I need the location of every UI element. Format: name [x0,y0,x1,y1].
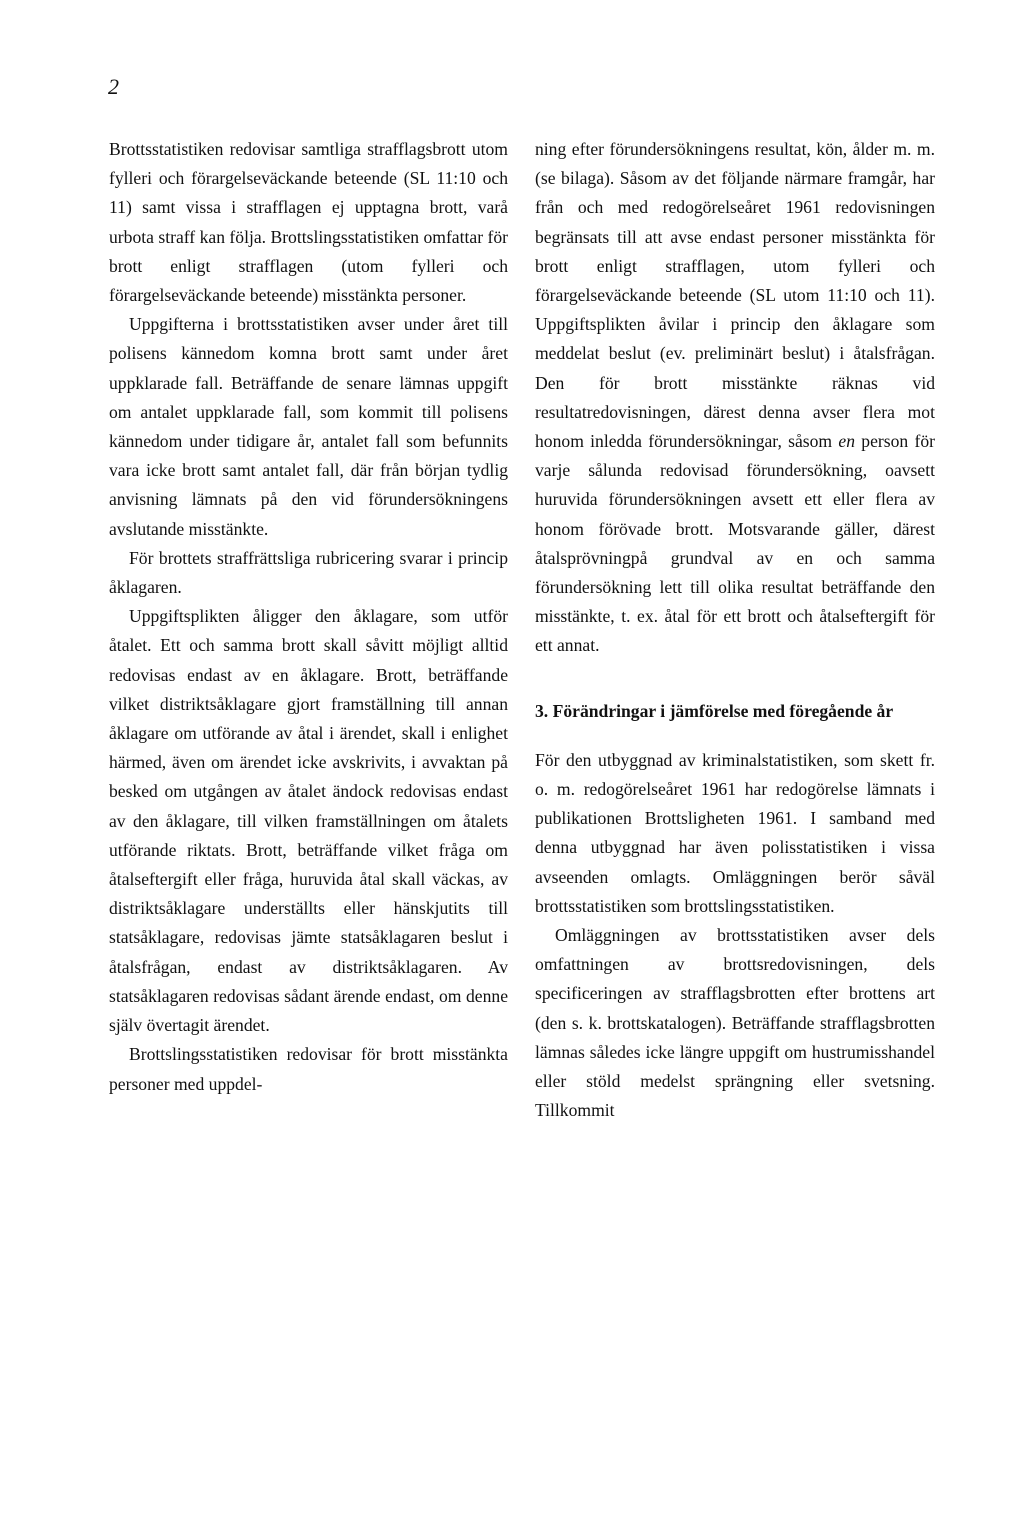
right-paragraph-1-tail: person för varje sålunda redovisad förundersökning, oavsett huruvida förundersökningen avsett ett eller flera av honom förövade brott. Motsvarande gäller, därest åtalsprövningpå grundval av en och samma förundersökning lett till olika resultat beträffande den misstänkte, t. ex. åtal för ett brott och åtalseftergift för ett annat. [535,431,935,656]
left-paragraph-5: Brottslingsstatistiken redovisar för brott misstänkta personer med uppdel- [109,1044,508,1094]
right-column [535,135,935,1126]
left-paragraph-1: Brottsstatistiken redovisar samtliga strafflagsbrott utom fylleri och förargelseväckande beteende (SL 11:10 och 11) samt vissa i strafflagen ej upptagna brott, varå urbota straff kan följa. Brottslingsstatistiken omfattar för brott enligt strafflagen (utom fylleri och förargelseväckande beteende) misstänkta personer. [109,139,508,306]
left-paragraph-4: Uppgiftsplikten åligger den åklagare, som utför åtalet. Ett och samma brott skall såvitt möjligt alltid redovisas endast av en åklagare. Brott, beträffande vilket distriktsåklagare gjort framställning till annan åklagare om utförande av åtal i ärendet, skall i enlighet härmed, även om ärendet icke avskrivits, i avvaktan på besked om utgången av åtalet ändock redovisas endast av den åklagare, till vilken framställningen om åtalets utförande riktats. Brott, beträffande vilket fråga om åtalseftergift eller fråga, huruvida åtal skall väckas, av distriktsåklagare underställts eller hänskjutits till statsåklagare, redovisas jämte statsåklagaren beslut i åtalsfrågan, endast av distriktsåklagaren. Av statsåklagaren redovisas sådant ärende endast, om denne själv övertagit ärendet. [109,606,508,1036]
left-paragraph-3: För brottets straffrättsliga rubricering svarar i princip åklagaren. [109,547,508,598]
left-column [109,135,508,1099]
right-paragraph-2: För den utbyggnad av kriminalstatistiken, som skett fr. o. m. redogörelseåret 1961 har redogörelse lämnats i publikationen Brottsligheten 1961. I samband med denna utbyggnad har även polisstatistiken i vissa avseenden omlagts. Omläggningen berör såväl brottsstatistiken som brottslingsstatistiken. [535,749,935,916]
right-paragraph-3: Omläggningen av brottsstatistiken avser dels omfattningen av brottsredovisningen, dels specificeringen av strafflagsbrotten efter brottens art (den s. k. brottskatalogen). Beträffande strafflagsbrotten lämnas således icke längre uppgift om hustrumisshandel eller stöld medelst sprängning eller svetsning. Tillkommit [535,925,935,1121]
right-paragraph-1 [535,135,935,661]
left-paragraph-2: Uppgifterna i brottsstatistiken avser under året till polisens kännedom komna brott samt under året uppklarade fall. Beträffande de senare lämnas uppgift om antalet uppklarade fall, som kommit till polisens kännedom under tidigare år, antalet fall som befunnits vara icke brott samt antalet fall, där från början tydlig anvisning lämnats på den vid förundersökningens avslutande misstänkte. [109,314,508,539]
page-number: 2 [108,74,119,99]
right-paragraph-1-text: ning efter förundersökningens resultat, kön, ålder m. m. (se bilaga). Såsom av det följande närmare framgår, har från och med redogörelseåret 1961 redovisningen begränsats till att avse endast personer misstänkta för brott enligt strafflagen, utom fylleri och förargelseväckande beteende (SL utom 11:10 och 11). Uppgiftsplikten åvilar i princip den åklagare som meddelat beslut (ev. preliminärt beslut) i åtalsfrågan. Den för brott misstänkte räknas vid resultatredovisningen, därest denna avser flera mot honom inledda förundersökningar, såsom [535,139,935,452]
section-heading: 3. Förändringar i jämförelse med föregående år [535,700,894,721]
right-paragraph-1-emphasis: en [838,431,856,452]
